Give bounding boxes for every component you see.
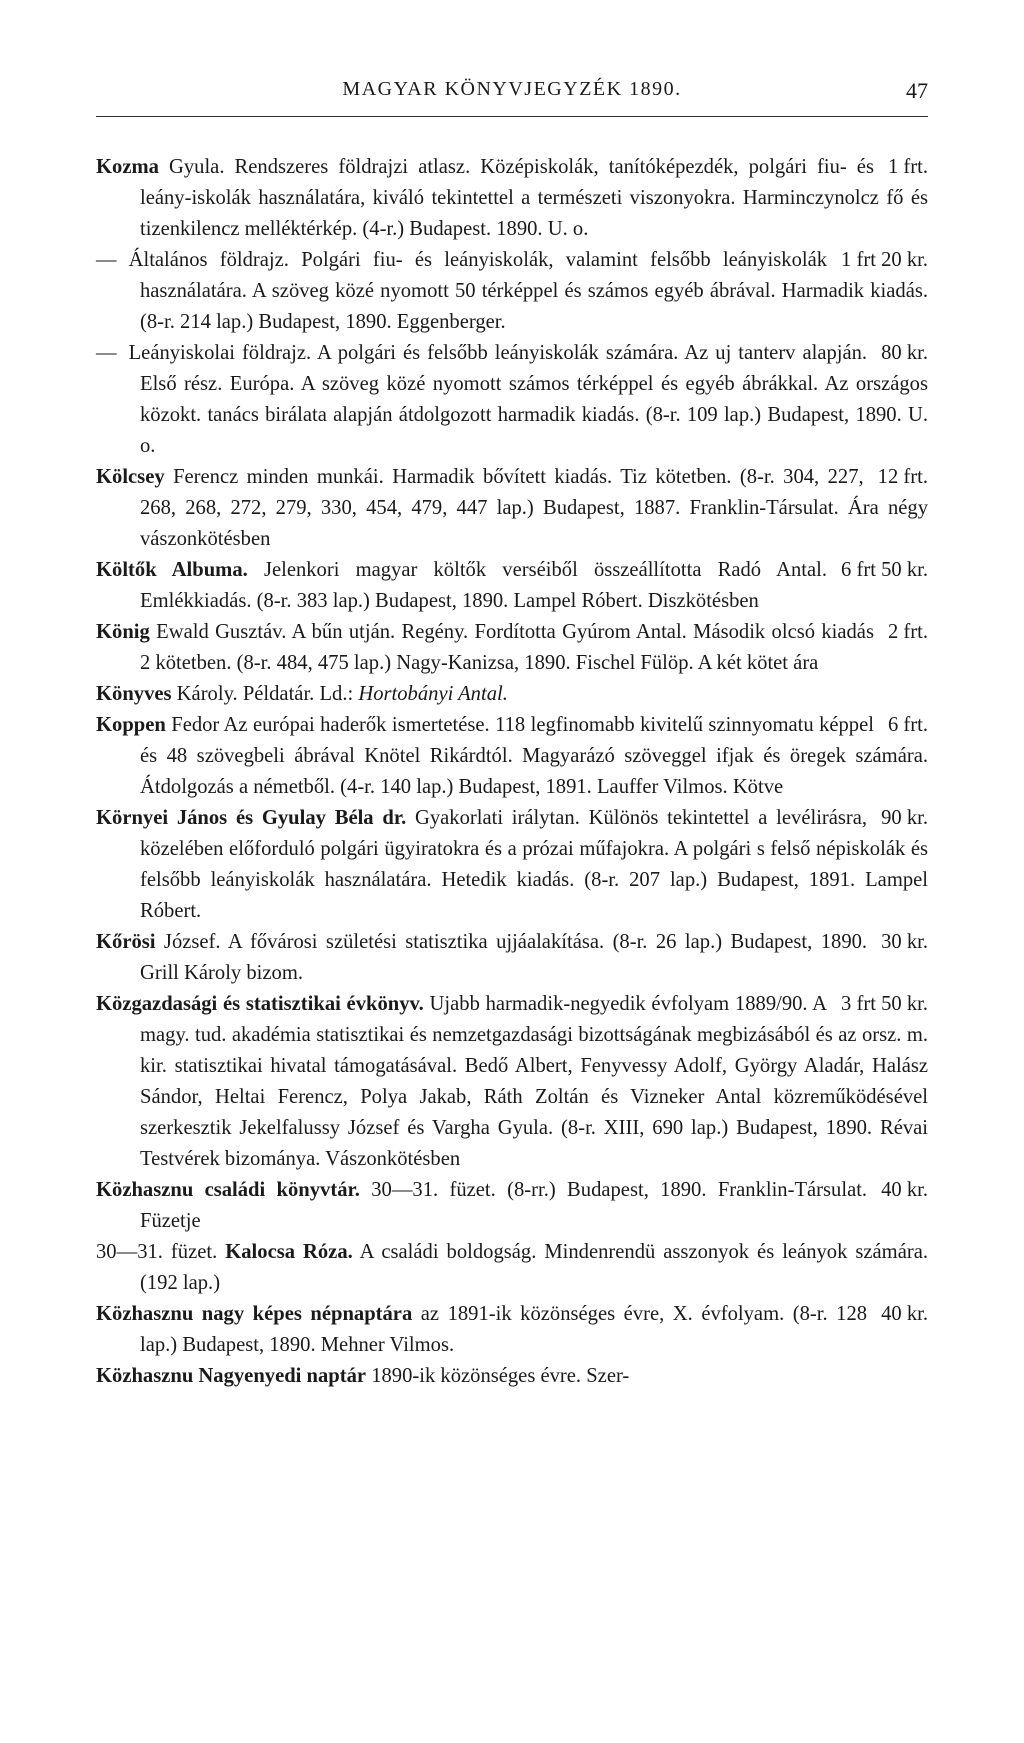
entry-price: 30 kr. bbox=[881, 931, 928, 953]
entry-price: 6 frt 50 kr. bbox=[841, 559, 928, 581]
entry-author: Kölcsey bbox=[96, 466, 165, 488]
entry-text: Gyula. Rendszeres földrajzi atlasz. Középiskolák, tanítóképezdék, polgári fiu- és leány-iskolák használatára, kiváló tekintettel a természeti viszonyokra. Harminczynolcz fő és tizenkilencz melléktérkép. (4-r.) Budapest. 1890. U. o. bbox=[140, 156, 928, 240]
catalog-entry bbox=[96, 1237, 928, 1299]
entry-text: Károly. Példatár. Ld.: bbox=[171, 683, 359, 705]
page-header bbox=[0, 78, 1024, 108]
running-title: MAGYAR KÖNYVJEGYZÉK 1890. bbox=[342, 78, 682, 100]
entry-text: 1890-ik közönséges évre. Szer- bbox=[366, 1365, 630, 1387]
catalog-entry bbox=[96, 152, 928, 245]
entry-author: Kőrösi bbox=[96, 931, 156, 953]
catalog-entry bbox=[96, 617, 928, 679]
catalog-entries bbox=[96, 152, 928, 1392]
catalog-entry bbox=[96, 1361, 928, 1392]
entry-author: Közgazdasági és statisztikai évkönyv. bbox=[96, 993, 424, 1015]
entry-price: 12 frt. bbox=[877, 466, 928, 488]
entry-price: 40 kr. bbox=[881, 1303, 928, 1325]
entry-author: König bbox=[96, 621, 150, 643]
catalog-entry bbox=[96, 803, 928, 927]
header-rule bbox=[96, 116, 928, 117]
catalog-entry bbox=[96, 1175, 928, 1237]
entry-author: Koppen bbox=[96, 714, 166, 736]
entry-text: Leányiskolai földrajz. A polgári és felsőbb leányiskolák számára. Az uj tanterv alapján. Első rész. Európa. A szöveg közé nyomott számos térképpel és egyéb ábrákkal. Az országos közokt. tanács birálata alapján átdolgozott harmadik kiadás. (8-r. 109 lap.) Budapest, 1890. U. o. bbox=[128, 342, 928, 457]
entry-dash: — bbox=[96, 249, 117, 271]
entry-text: Fedor Az európai haderők ismertetése. 118 legfinomabb kivitelű szinnyomatu képpel és 48 szövegbeli ábrával Knötel Rikárdtól. Magyarázó szöveggel ifjak és öregek számára. Átdolgozás a németből. (4-r. 140 lap.) Budapest, 1891. Lauffer Vilmos. Kötve bbox=[140, 714, 928, 798]
entry-price: 3 frt 50 kr. bbox=[841, 993, 928, 1015]
catalog-entry bbox=[96, 555, 928, 617]
entry-author: Közhasznu nagy képes népnaptára bbox=[96, 1303, 413, 1325]
entry-author: Könyves bbox=[96, 683, 172, 705]
entry-author: Közhasznu Nagyenyedi naptár bbox=[96, 1365, 367, 1387]
entry-text: 30—31. füzet. (8-rr.) Budapest, 1890. Franklin-Társulat. Füzetje bbox=[140, 1179, 868, 1232]
entry-price: 1 frt. bbox=[887, 156, 928, 178]
catalog-entry bbox=[96, 679, 928, 710]
page-number: 47 bbox=[906, 78, 928, 103]
catalog-entry bbox=[96, 462, 928, 555]
entry-text: A családi boldogság. Mindenrendü asszonyok és leányok számára. (192 lap.) bbox=[140, 1241, 928, 1294]
entry-cross-reference: Hortobányi Antal. bbox=[358, 683, 508, 705]
entry-author: Költők Albuma. bbox=[96, 559, 248, 581]
entry-text: Ferencz minden munkái. Harmadik bővített kiadás. Tiz kötetben. (8-r. 304, 227, 268, 268, 272, 279, 330, 454, 479, 447 lap.) Budapest, 1887. Franklin-Társulat. Ára négy vászonkötésben bbox=[140, 466, 928, 550]
catalog-entry bbox=[96, 989, 928, 1175]
entry-text: az 1891-ik közönséges évre, X. évfolyam. (8-r. 128 lap.) Budapest, 1890. Mehner Vilmos. bbox=[140, 1303, 868, 1356]
entry-price: 90 kr. bbox=[881, 807, 928, 829]
entry-author: Környei János és Gyulay Béla dr. bbox=[96, 807, 407, 829]
entry-price: 80 kr. bbox=[881, 342, 928, 364]
entry-text: Jelenkori magyar költők verséiből összeállította Radó Antal. Emlékkiadás. (8-r. 383 lap.) Budapest, 1890. Lampel Róbert. Diszkötésben bbox=[140, 559, 828, 612]
entry-text: 30—31. füzet. bbox=[96, 1241, 226, 1263]
catalog-entry bbox=[96, 1299, 928, 1361]
entry-price: 6 frt. bbox=[887, 714, 928, 736]
catalog-entry bbox=[96, 710, 928, 803]
entry-text: Gyakorlati irálytan. Különös tekintettel a levélirásra, közelében előforduló polgári ügyiratokra és a prózai műfajokra. A polgári s felső népiskolák és felsőbb leányiskolák használatára. Hetedik kiadás. (8-r. 207 lap.) Budapest, 1891. Lampel Róbert. bbox=[140, 807, 928, 922]
entry-price: 2 frt. bbox=[887, 621, 928, 643]
entry-dash: — bbox=[96, 342, 117, 364]
entry-author: Kalocsa Róza. bbox=[225, 1241, 353, 1263]
entry-price: 1 frt 20 kr. bbox=[841, 249, 928, 271]
entry-text: Általános földrajz. Polgári fiu- és leányiskolák, valamint felsőbb leányiskolák használatára. A szöveg közé nyomott 50 térképpel és számos egyéb ábrával. Harmadik kiadás. (8-r. 214 lap.) Budapest, 1890. Eggenberger. bbox=[128, 249, 928, 333]
entry-author: Kozma bbox=[96, 156, 159, 178]
entry-text: József. A fővárosi születési statisztika ujjáalakítása. (8-r. 26 lap.) Budapest, 1890. Grill Károly bizom. bbox=[140, 931, 868, 984]
catalog-entry bbox=[96, 338, 928, 462]
catalog-entry bbox=[96, 245, 928, 338]
entry-author: Közhasznu családi könyvtár. bbox=[96, 1179, 360, 1201]
entry-text: Ujabb harmadik-negyedik évfolyam 1889/90. A magy. tud. akadémia statisztikai és nemzetgazdasági bizottságának megbizásából és az orsz. m. kir. statisztikai hivatal támogatásával. Bedő Albert, Fenyvessy Adolf, György Aladár, Halász Sándor, Heltai Ferencz, Polya Jakab, Ráth Zoltán és Vizneker Antal közreműködésével szerkesztik Jekelfalussy József és Vargha Gyula. (8-r. XIII, 690 lap.) Budapest, 1890. Révai Testvérek bizománya. Vászonkötésben bbox=[140, 993, 928, 1170]
entry-text: Ewald Gusztáv. A bűn utján. Regény. Fordította Gyúrom Antal. Második olcsó kiadás 2 kötetben. (8-r. 484, 475 lap.) Nagy-Kanizsa, 1890. Fischel Fülöp. A két kötet ára bbox=[140, 621, 874, 674]
catalog-entry bbox=[96, 927, 928, 989]
entry-price: 40 kr. bbox=[881, 1179, 928, 1201]
